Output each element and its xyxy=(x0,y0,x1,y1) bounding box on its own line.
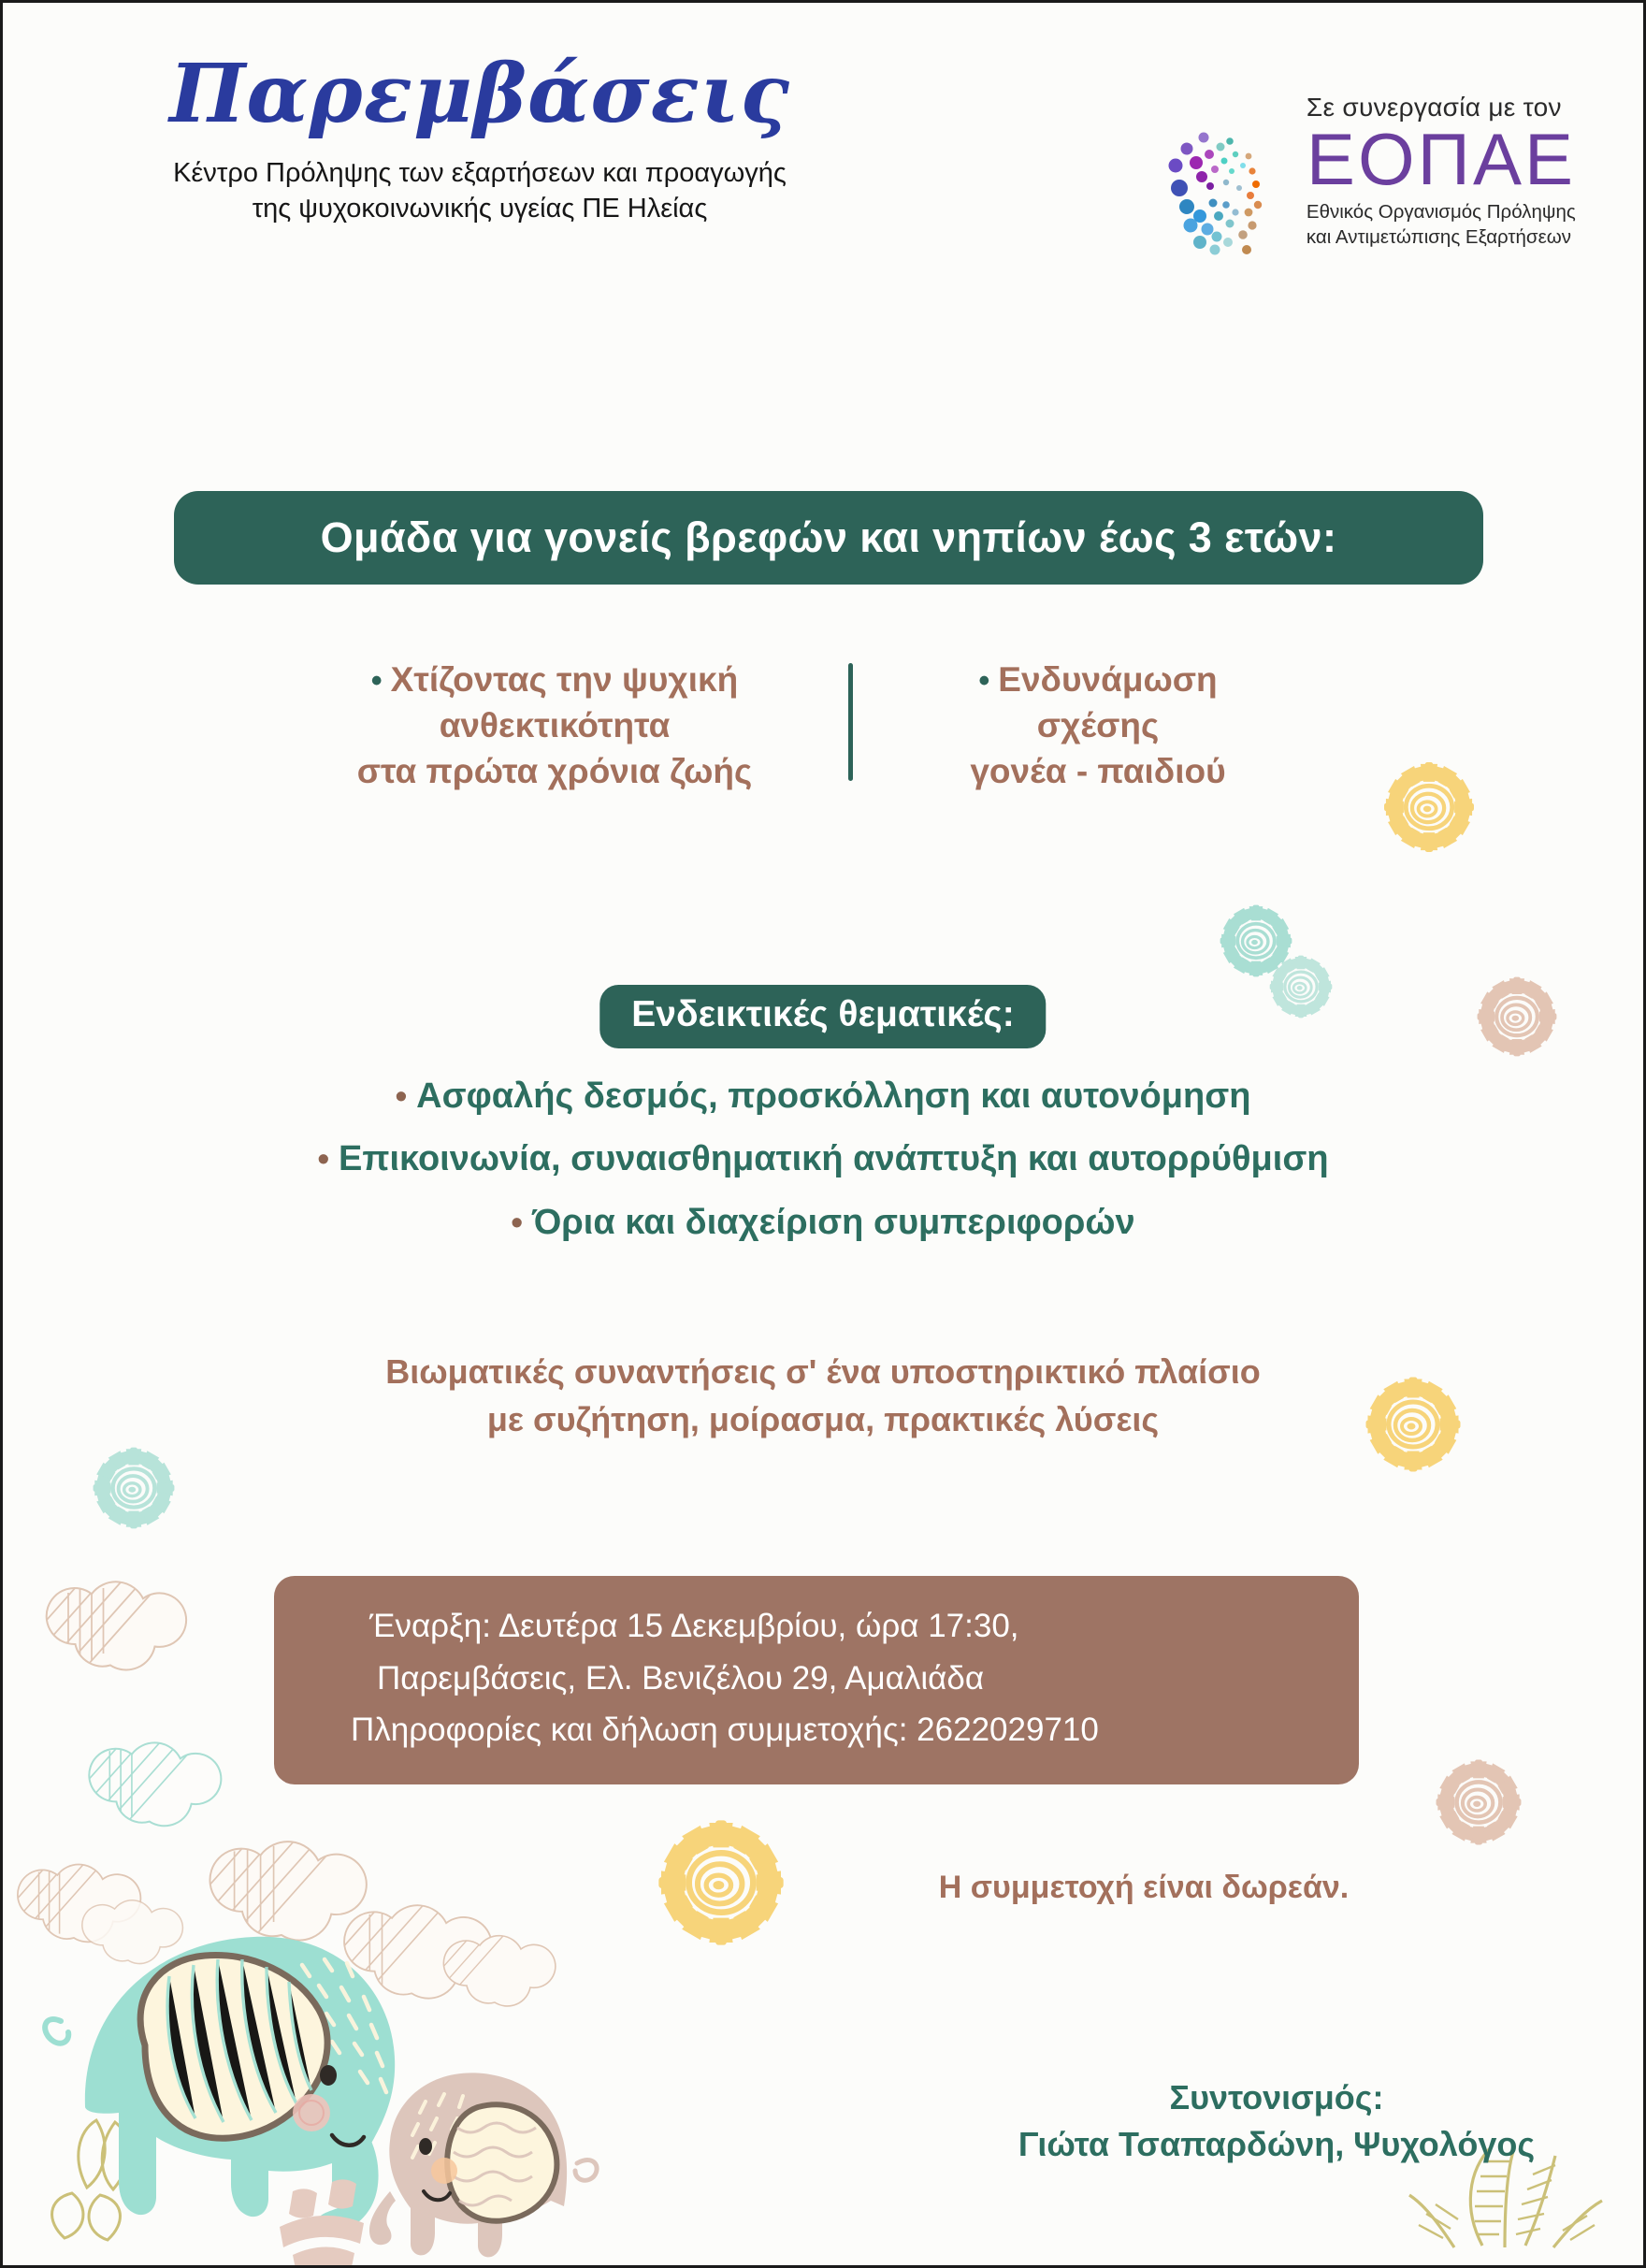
cloud-tan-top-corner xyxy=(82,1900,183,1964)
brand-subtitle xyxy=(59,155,901,227)
footprint-decoration xyxy=(280,2179,364,2268)
info-venue-line: Παρεμβάσεις, Ελ. Βενιζέλου 29, Αμαλιάδα xyxy=(377,1659,985,1697)
cloud-tan-center xyxy=(177,1804,367,1954)
sun-mint-themes xyxy=(1270,956,1332,1018)
info-box xyxy=(274,1576,1359,1784)
themes-banner xyxy=(599,985,1046,1048)
theme-item-3: • Όρια και διαχείριση συμπεριφορών xyxy=(3,1200,1643,1246)
info-start-line: Έναρξη: Δευτέρα 15 Δεκεμβρίου, ώρα 17:30, xyxy=(369,1608,1019,1644)
coordinator-block xyxy=(977,2074,1576,2167)
free-participation-note: Η συμμετοχή είναι δωρεάν. xyxy=(938,1870,1350,1905)
highlight-right-line1: • Ενδυνάμωση xyxy=(903,657,1292,703)
highlight-left-line3: στα πρώτα χρόνια ζωής xyxy=(356,751,753,790)
main-banner-text: Ομάδα για γονείς βρεφών και νηπίων έως 3 ετών: xyxy=(320,513,1337,561)
baby-elephant xyxy=(369,2073,597,2257)
themes-heading: Ενδεικτικές θεματικές: xyxy=(631,994,1015,1034)
highlight-left-line2: ανθεκτικότητα xyxy=(439,705,671,744)
highlight-right-line2: σχέσης xyxy=(1036,705,1160,744)
eopae-swirl-icon xyxy=(1159,119,1290,259)
cloud-mint-left xyxy=(61,1712,221,1838)
brand-subtitle-line2: της ψυχοκοινωνικής υγείας ΠΕ Ηλείας xyxy=(252,194,708,224)
partner-full-line1: Εθνικός Οργανισμός Πρόληψης xyxy=(1306,200,1576,223)
highlight-left xyxy=(283,657,848,794)
themes-list xyxy=(3,1074,1643,1263)
sun-mint-left xyxy=(94,1448,174,1528)
brand-block xyxy=(59,47,901,227)
theme-item-2: • Επικοινωνία, συναισθηματική ανάπτυξη και αυτορρύθμιση xyxy=(3,1136,1643,1182)
cloud-tan-upper-left xyxy=(17,1549,186,1683)
sun-yellow-bottom-center xyxy=(659,1821,783,1944)
sun-yellow-right-upper xyxy=(1385,763,1474,852)
sun-blush-bottom-right xyxy=(1437,1760,1521,1844)
main-banner xyxy=(174,491,1483,585)
sun-blush-right xyxy=(1478,977,1556,1056)
partner-acronym: ΕΟΠΑΕ xyxy=(1306,118,1576,200)
brand-subtitle-line1: Κέντρο Πρόληψης των εξαρτήσεων και προαγωγής xyxy=(173,158,787,188)
leaf-cluster-left xyxy=(52,2120,129,2240)
partner-full-line2: και Αντιμετώπισης Εξαρτήσεων xyxy=(1306,225,1571,248)
experiential-line2: με συζήτηση, μοίρασμα, πρακτικές λύσεις xyxy=(486,1400,1160,1439)
mother-elephant-eye xyxy=(320,2065,337,2086)
poster-header xyxy=(3,3,1643,283)
page-title: Παρεμβάσεις xyxy=(169,47,790,141)
highlight-right-line3: γονέα - παιδιού xyxy=(970,751,1226,790)
coordinator-label: Συντονισμός: xyxy=(1169,2078,1384,2116)
experiential-line1: Βιωματικές συναντήσεις σ' ένα υποστηρικτικό πλαίσιο xyxy=(385,1352,1261,1391)
baby-elephant-eye xyxy=(419,2138,432,2155)
partner-text-block xyxy=(1307,93,1576,250)
theme-item-1: • Ασφαλής δεσμός, προσκόλληση και αυτονόμηση xyxy=(3,1074,1643,1120)
highlight-right xyxy=(853,657,1292,794)
highlight-left-line1: • Χτίζοντας την ψυχική xyxy=(283,657,826,703)
partner-logo-block xyxy=(1159,93,1576,259)
highlights-section xyxy=(283,657,1237,794)
sun-mint-right-mid xyxy=(1220,905,1292,976)
experiential-note xyxy=(3,1348,1643,1443)
coordinator-name: Γιώτα Τσαπαρδώνη, Ψυχολόγος xyxy=(1018,2124,1536,2163)
info-contact-line: Πληροφορίες και δήλωση συμμετοχής: 2622029710 xyxy=(351,1712,1099,1749)
cooperation-label: Σε συνεργασία με τον xyxy=(1306,93,1562,122)
